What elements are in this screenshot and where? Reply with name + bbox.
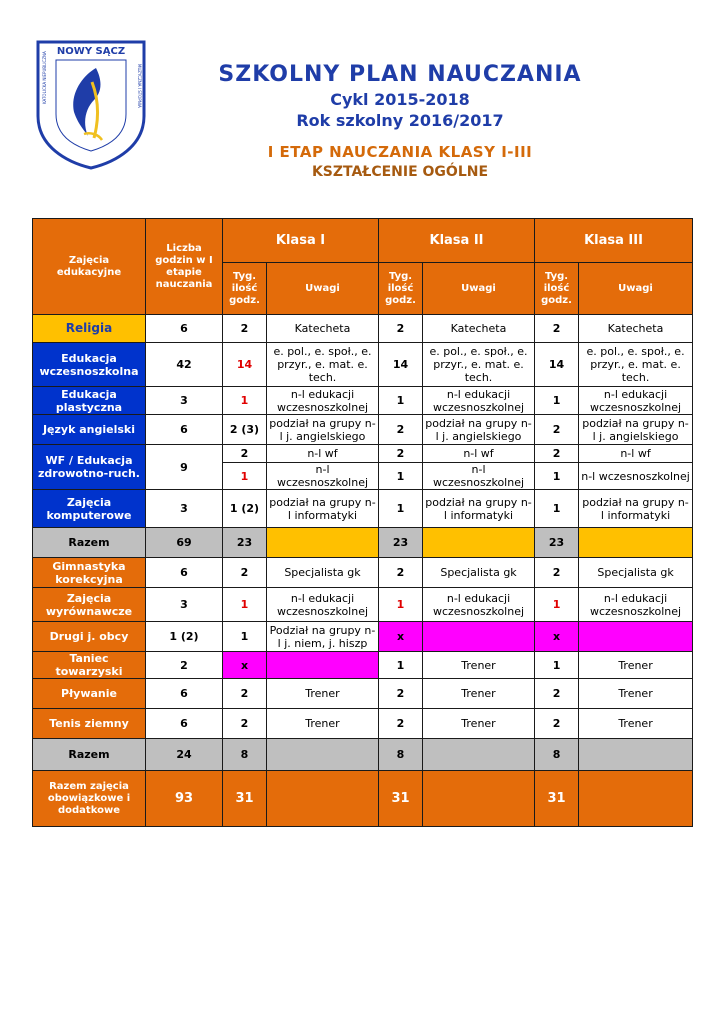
header-notes: Uwagi <box>423 263 535 315</box>
weekly-hours: 2 <box>379 315 423 343</box>
table-row <box>33 622 693 652</box>
weekly-hours: 2 <box>223 709 267 739</box>
note: e. pol., e. społ., e. przyr., e. mat. e. tech. <box>423 343 535 387</box>
weekly-hours: 2 <box>535 679 579 709</box>
note <box>423 622 535 652</box>
note: Specjalista gk <box>423 558 535 588</box>
note: podział na grupy n-l informatyki <box>423 490 535 528</box>
total-hours: 2 <box>146 652 223 679</box>
total-hours: 9 <box>146 445 223 490</box>
school-year-label: Rok szkolny 2016/2017 <box>296 111 504 130</box>
grand-total-weekly: 31 <box>379 771 423 827</box>
weekly-hours: 1 <box>223 463 267 490</box>
note: podział na grupy n-l j. angielskiego <box>423 415 535 445</box>
weekly-hours: x <box>535 622 579 652</box>
header-notes: Uwagi <box>579 263 693 315</box>
note: e. pol., e. społ., e. przyr., e. mat. e. tech. <box>579 343 693 387</box>
note: Katecheta <box>267 315 379 343</box>
grand-total-label: Razem zajęcia obowiązkowe i dodatkowe <box>33 771 146 827</box>
weekly-hours: 1 <box>223 622 267 652</box>
weekly-hours: 23 <box>379 528 423 558</box>
subject-name: Drugi j. obcy <box>33 622 146 652</box>
note: Specjalista gk <box>267 558 379 588</box>
header-notes: Uwagi <box>267 263 379 315</box>
subject-name: WF / Edukacja zdrowotno-ruch. <box>33 445 146 490</box>
note: podział na grupy n-l j. angielskiego <box>579 415 693 445</box>
note <box>267 652 379 679</box>
weekly-hours: 2 <box>379 709 423 739</box>
note: Katecheta <box>579 315 693 343</box>
total-hours: 6 <box>146 679 223 709</box>
note: Specjalista gk <box>579 558 693 588</box>
note: Trener <box>423 679 535 709</box>
grand-total-weekly: 31 <box>223 771 267 827</box>
total-hours: 3 <box>146 387 223 415</box>
total-hours: 6 <box>146 558 223 588</box>
note: n-l edukacji wczesnoszkolnej <box>423 588 535 622</box>
note: e. pol., e. społ., e. przyr., e. mat. e. tech. <box>267 343 379 387</box>
total-hours: 24 <box>146 739 223 771</box>
weekly-hours: 1 <box>535 490 579 528</box>
weekly-hours: 2 <box>379 558 423 588</box>
weekly-hours: 8 <box>535 739 579 771</box>
subject-name: Taniec towarzyski <box>33 652 146 679</box>
table-row <box>33 709 693 739</box>
school-logo <box>34 38 148 170</box>
empty-cell <box>579 739 693 771</box>
table-row <box>33 343 693 387</box>
grand-total-weekly: 31 <box>535 771 579 827</box>
weekly-hours: 2 <box>535 415 579 445</box>
table-row <box>33 415 693 445</box>
weekly-hours: 8 <box>379 739 423 771</box>
empty-cell <box>423 528 535 558</box>
weekly-hours: 1 (2) <box>223 490 267 528</box>
note: n-l edukacji wczesnoszkolnej <box>267 588 379 622</box>
note: podział na grupy n-l informatyki <box>267 490 379 528</box>
weekly-hours: 1 <box>535 387 579 415</box>
weekly-hours: 1 <box>223 387 267 415</box>
header-class-2: Klasa II <box>379 219 535 263</box>
weekly-hours: 1 <box>535 652 579 679</box>
weekly-hours: 2 <box>223 315 267 343</box>
weekly-hours: 8 <box>223 739 267 771</box>
weekly-hours: 2 <box>379 445 423 463</box>
total-hours: 6 <box>146 315 223 343</box>
total-hours: 1 (2) <box>146 622 223 652</box>
note: n-l wf <box>579 445 693 463</box>
subject-name: Zajęcia wyrównawcze <box>33 588 146 622</box>
weekly-hours: 1 <box>223 588 267 622</box>
total-hours: 6 <box>146 415 223 445</box>
subject-name: Tenis ziemny <box>33 709 146 739</box>
note <box>579 622 693 652</box>
note: n-l wf <box>267 445 379 463</box>
note: n-l wczesnoszkolnej <box>423 463 535 490</box>
subject-name: Edukacja wczesnoszkolna <box>33 343 146 387</box>
note: Trener <box>423 652 535 679</box>
empty-cell <box>423 771 535 827</box>
svg-text:KATOLICKA NIEPUBLICZNA: KATOLICKA NIEPUBLICZNA <box>42 51 47 104</box>
weekly-hours: 2 <box>535 315 579 343</box>
cycle-label: Cykl 2015-2018 <box>330 90 470 109</box>
weekly-hours: 2 <box>535 709 579 739</box>
stage-label: I ETAP NAUCZANIA KLASY I-III <box>267 143 533 161</box>
note: n-l edukacji wczesnoszkolnej <box>267 387 379 415</box>
note: Katecheta <box>423 315 535 343</box>
header-class-1: Klasa I <box>223 219 379 263</box>
subject-name: Gimnastyka korekcyjna <box>33 558 146 588</box>
total-hours: 3 <box>146 588 223 622</box>
note: podział na grupy n-l j. angielskiego <box>267 415 379 445</box>
note: Trener <box>579 709 693 739</box>
header-hours: Liczba godzin w I etapie nauczania <box>146 219 223 315</box>
grand-total-hours: 93 <box>146 771 223 827</box>
note: n-l wczesnoszkolnej <box>579 463 693 490</box>
table-row <box>33 445 693 463</box>
weekly-hours: 2 <box>379 415 423 445</box>
subject-name: Pływanie <box>33 679 146 709</box>
total-hours: 6 <box>146 709 223 739</box>
weekly-hours: 2 <box>379 679 423 709</box>
subject-name: Zajęcia komputerowe <box>33 490 146 528</box>
weekly-hours: 2 <box>223 445 267 463</box>
table-row <box>33 528 693 558</box>
note: podział na grupy n-l informatyki <box>579 490 693 528</box>
header-class-3: Klasa III <box>535 219 693 263</box>
empty-cell <box>267 771 379 827</box>
weekly-hours: x <box>223 652 267 679</box>
weekly-hours: 1 <box>535 463 579 490</box>
note: Trener <box>267 709 379 739</box>
subject-name: Język angielski <box>33 415 146 445</box>
subtotal-label: Razem <box>33 739 146 771</box>
table-row <box>33 387 693 415</box>
note: n-l edukacji wczesnoszkolnej <box>423 387 535 415</box>
weekly-hours: 2 <box>223 558 267 588</box>
total-hours: 3 <box>146 490 223 528</box>
table-row <box>33 739 693 771</box>
header-weekly: Tyg. ilość godz. <box>535 263 579 315</box>
table-row <box>33 771 693 827</box>
weekly-hours: 2 <box>535 445 579 463</box>
note: n-l edukacji wczesnoszkolnej <box>579 588 693 622</box>
empty-cell <box>579 771 693 827</box>
note: n-l edukacji wczesnoszkolnej <box>579 387 693 415</box>
weekly-hours: 1 <box>535 588 579 622</box>
weekly-hours: 23 <box>535 528 579 558</box>
note: n-l wczesnoszkolnej <box>267 463 379 490</box>
svg-text:NOWY SĄCZ: NOWY SĄCZ <box>56 46 126 57</box>
note: Podział na grupy n-l j. niem, j. hiszp <box>267 622 379 652</box>
total-hours: 42 <box>146 343 223 387</box>
header-weekly: Tyg. ilość godz. <box>223 263 267 315</box>
note: Trener <box>579 652 693 679</box>
weekly-hours: 14 <box>379 343 423 387</box>
weekly-hours: 1 <box>379 652 423 679</box>
total-hours: 69 <box>146 528 223 558</box>
subtotal-label: Razem <box>33 528 146 558</box>
empty-cell <box>579 528 693 558</box>
weekly-hours: 1 <box>379 490 423 528</box>
note: Trener <box>579 679 693 709</box>
note: n-l wf <box>423 445 535 463</box>
table-row <box>33 652 693 679</box>
svg-text:MUZYCZNA I STOPNIA: MUZYCZNA I STOPNIA <box>137 64 142 108</box>
note: Trener <box>267 679 379 709</box>
weekly-hours: 1 <box>379 463 423 490</box>
table-row <box>33 490 693 528</box>
table-row <box>33 588 693 622</box>
table-row <box>33 315 693 343</box>
subject-name: Edukacja plastyczna <box>33 387 146 415</box>
education-kind-label: KSZTAŁCENIE OGÓLNE <box>311 164 489 180</box>
header-weekly: Tyg. ilość godz. <box>379 263 423 315</box>
weekly-hours: 2 <box>223 679 267 709</box>
empty-cell <box>267 739 379 771</box>
weekly-hours: 14 <box>223 343 267 387</box>
weekly-hours: 2 <box>535 558 579 588</box>
table-row <box>33 558 693 588</box>
weekly-hours: x <box>379 622 423 652</box>
note: Trener <box>423 709 535 739</box>
weekly-hours: 2 (3) <box>223 415 267 445</box>
header-subject: Zajęcia edukacyjne <box>33 219 146 315</box>
subject-name: Religia <box>33 315 146 343</box>
empty-cell <box>267 528 379 558</box>
table-row <box>33 679 693 709</box>
empty-cell <box>423 739 535 771</box>
weekly-hours: 14 <box>535 343 579 387</box>
weekly-hours: 23 <box>223 528 267 558</box>
weekly-hours: 1 <box>379 387 423 415</box>
curriculum-table <box>32 218 693 827</box>
weekly-hours: 1 <box>379 588 423 622</box>
page-title: SZKOLNY PLAN NAUCZANIA <box>218 62 582 87</box>
